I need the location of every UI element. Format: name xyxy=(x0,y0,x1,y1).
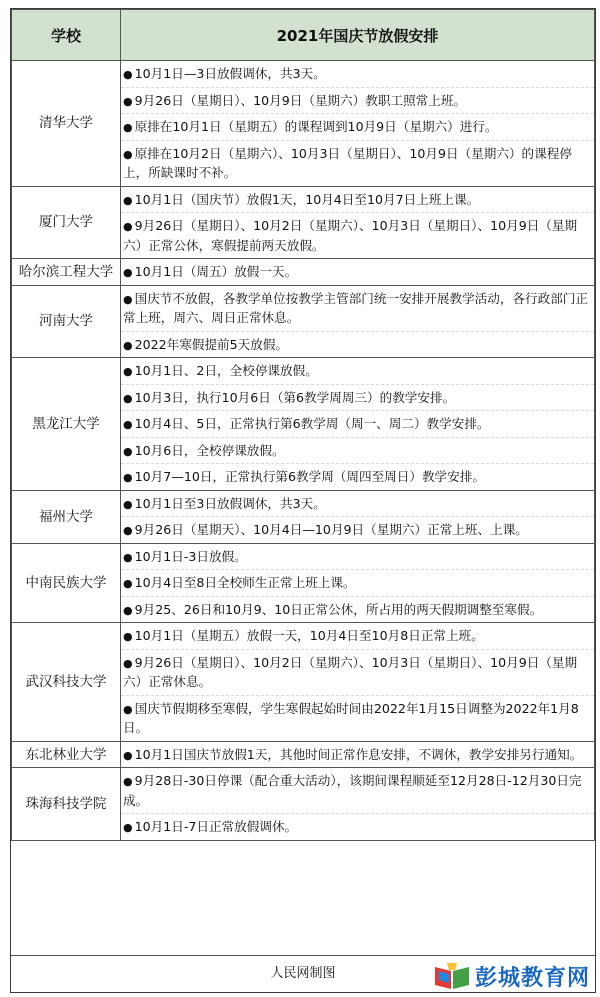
schedule-item xyxy=(121,623,594,649)
bullet-icon: ● xyxy=(123,550,133,564)
bullet-icon: ● xyxy=(123,365,133,379)
school-name: 清华大学 xyxy=(12,61,121,187)
schedule-item xyxy=(121,649,594,695)
header-schedule: 2021年国庆节放假安排 xyxy=(121,10,595,61)
schedule-item-text: 原排在10月2日（星期六）、10月3日（星期日）、10月9日（星期六）的课程停上，所缺课时不补。 xyxy=(123,145,572,181)
table-row xyxy=(12,259,595,286)
bullet-icon: ● xyxy=(123,630,133,644)
schedule-item-text: 10月1日（周五）放假一天。 xyxy=(134,264,298,280)
bullet-icon: ● xyxy=(123,444,133,458)
schedule-item-text: 10月4日、5日，正常执行第6教学周（周一、周二）教学安排。 xyxy=(134,416,490,432)
schedule-item xyxy=(121,463,594,490)
bullet-icon: ● xyxy=(123,121,133,135)
schedule-item xyxy=(121,331,594,358)
schedule-cell xyxy=(121,768,595,841)
schedule-cell xyxy=(121,61,595,187)
site-logo xyxy=(433,959,590,993)
table-row xyxy=(12,768,595,841)
schedule-item xyxy=(121,516,594,543)
logo-text: 彭城教育网 xyxy=(474,964,590,991)
bullet-icon: ● xyxy=(123,338,133,352)
school-name: 中南民族大学 xyxy=(12,543,121,623)
schedule-item xyxy=(121,768,594,813)
schedule-item xyxy=(121,87,594,114)
schedule-item-text: 10月1日（星期五）放假一天，10月4日至10月8日正常上班。 xyxy=(134,628,484,644)
schedule-cell xyxy=(121,358,595,491)
bullet-icon: ● xyxy=(123,603,133,617)
schedule-item xyxy=(121,212,594,258)
schedule-item xyxy=(121,437,594,464)
bullet-icon: ● xyxy=(123,656,133,670)
schedule-item xyxy=(121,358,594,384)
schedule-cell xyxy=(121,285,595,358)
bullet-icon: ● xyxy=(123,94,133,108)
schedule-item xyxy=(121,569,594,596)
schedule-item xyxy=(121,286,594,331)
schedule-item-text: 原排在10月1日（星期五）的课程调到10月9日（星期六）进行。 xyxy=(134,119,498,135)
schedule-item-text: 国庆节不放假，各教学单位按教学主管部门统一安排开展教学活动，各行政部门正常上班，周六、周日正常休息。 xyxy=(123,290,588,326)
schedule-item xyxy=(121,544,594,570)
school-name: 河南大学 xyxy=(12,285,121,358)
schedule-item xyxy=(121,491,594,517)
bullet-icon: ● xyxy=(123,821,133,835)
bullet-icon: ● xyxy=(123,775,133,789)
schedule-item-text: 国庆节假期移至寒假，学生寒假起始时间由2022年1月15日调整为2022年1月8日。 xyxy=(123,700,579,736)
bullet-icon: ● xyxy=(123,748,133,762)
schedule-item-text: 10月3日，执行10月6日（第6教学周周三）的教学安排。 xyxy=(134,389,456,405)
bullet-icon: ● xyxy=(123,702,133,716)
table-row xyxy=(12,543,595,623)
bullet-icon: ● xyxy=(123,391,133,405)
schedule-item xyxy=(121,259,594,285)
schedule-item-text: 9月26日（星期日）、10月2日（星期六）、10月3日（星期日）、10月9日（星期六）正常公休，寒假提前两天放假。 xyxy=(123,218,578,253)
schedule-item xyxy=(121,410,594,437)
book-icon xyxy=(433,961,471,991)
schedule-item xyxy=(121,61,594,87)
schedule-item-text: 9月25、26日和10月9、10日正常公休，所占用的两天假期调整至寒假。 xyxy=(134,601,543,617)
schedule-item-text: 9月26日（星期日）、10月9日（星期六）教职工照常上班。 xyxy=(134,92,467,108)
holiday-schedule-table xyxy=(11,9,595,841)
schedule-item-text: 10月6日，全校停课放假。 xyxy=(134,442,285,458)
schedule-cell xyxy=(121,543,595,623)
school-name: 哈尔滨工程大学 xyxy=(12,259,121,286)
schedule-item xyxy=(121,140,594,186)
bullet-icon: ● xyxy=(123,524,133,538)
bullet-icon: ● xyxy=(123,418,133,432)
table-row xyxy=(12,741,595,768)
schedule-item xyxy=(121,695,594,741)
schedule-cell xyxy=(121,490,595,543)
schedule-item-text: 10月1日-3日放假。 xyxy=(134,548,247,564)
schedule-item-text: 10月7—10日，正常执行第6教学周（周四至周日）教学安排。 xyxy=(134,469,485,485)
bullet-icon: ● xyxy=(123,292,133,306)
schedule-item xyxy=(121,813,594,840)
schedule-item-text: 9月28日-30日停课（配合重大活动），该期间课程顺延至12月28日-12月30日完成。 xyxy=(123,773,582,808)
school-name: 黑龙江大学 xyxy=(12,358,121,491)
bullet-icon: ● xyxy=(123,577,133,591)
schedule-item-text: 2022年寒假提前5天放假。 xyxy=(134,336,289,352)
table-header-row xyxy=(12,10,595,61)
bullet-icon: ● xyxy=(123,220,133,234)
table-row xyxy=(12,358,595,491)
bullet-icon: ● xyxy=(123,266,133,280)
school-name: 东北林业大学 xyxy=(12,741,121,768)
school-name: 福州大学 xyxy=(12,490,121,543)
schedule-item-text: 10月1日-7日正常放假调休。 xyxy=(134,819,298,835)
school-name: 厦门大学 xyxy=(12,186,121,259)
bullet-icon: ● xyxy=(123,147,133,161)
schedule-cell xyxy=(121,741,595,768)
schedule-cell xyxy=(121,259,595,286)
schedule-item-text: 10月4日至8日全校师生正常上班上课。 xyxy=(134,575,356,591)
bullet-icon: ● xyxy=(123,497,133,511)
schedule-item-text: 9月26日（星期天）、10月4日—10月9日（星期六）正常上班、上课。 xyxy=(134,522,528,538)
table-row xyxy=(12,623,595,742)
bullet-icon: ● xyxy=(123,193,133,207)
schedule-item xyxy=(121,596,594,623)
schedule-table-container xyxy=(10,8,596,993)
schedule-item xyxy=(121,113,594,140)
schedule-item xyxy=(121,742,594,768)
schedule-item xyxy=(121,187,594,213)
schedule-item-text: 9月26日（星期日）、10月2日（星期六）、10月3日（星期日）、10月9日（星期六）正常休息。 xyxy=(123,654,578,690)
schedule-item-text: 10月1日（国庆节）放假1天，10月4日至10月7日上班上课。 xyxy=(134,191,480,207)
table-row xyxy=(12,285,595,358)
school-name: 珠海科技学院 xyxy=(12,768,121,841)
schedule-item xyxy=(121,384,594,411)
header-school: 学校 xyxy=(12,10,121,61)
image-credit: 人民网制图 xyxy=(11,955,595,992)
table-row xyxy=(12,61,595,187)
table-row xyxy=(12,186,595,259)
schedule-item-text: 10月1日—3日放假调休，共3天。 xyxy=(134,66,326,81)
schedule-item-text: 10月1日国庆节放假1天，其他时间正常作息安排，不调休，教学安排另行通知。 xyxy=(134,746,583,762)
schedule-cell xyxy=(121,186,595,259)
bullet-icon: ● xyxy=(123,68,133,81)
schedule-item-text: 10月1日至3日放假调休，共3天。 xyxy=(134,495,326,511)
table-body xyxy=(12,61,595,841)
bullet-icon: ● xyxy=(123,471,133,485)
schedule-cell xyxy=(121,623,595,742)
school-name: 武汉科技大学 xyxy=(12,623,121,742)
table-row xyxy=(12,490,595,543)
schedule-item-text: 10月1日、2日，全校停课放假。 xyxy=(134,363,318,379)
